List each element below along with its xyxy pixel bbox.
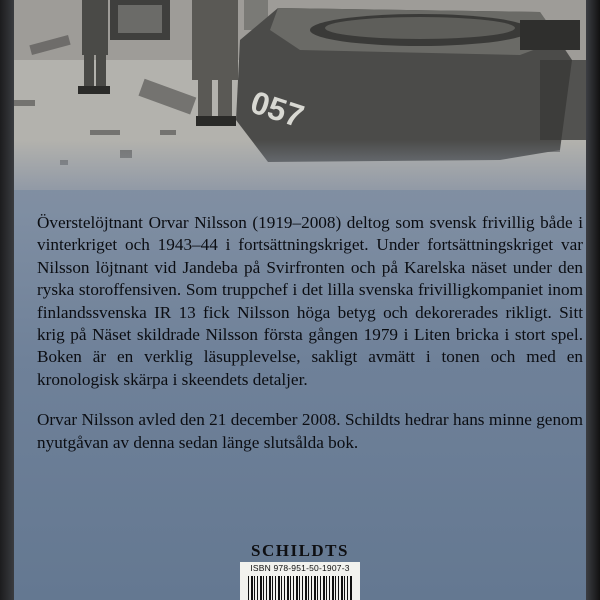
isbn-number: ISBN 978-951-50-1907-3 <box>250 563 350 573</box>
publisher-logo: SCHILDTS <box>251 541 349 560</box>
cover-blurb <box>37 212 583 472</box>
isbn-barcode-label <box>240 562 360 600</box>
blurb-paragraph-1: Överstelöjtnant Orvar Nilsson (1919–2008) deltog som svensk frivillig både i vinterkriget och 1943–44 i fortsättningskriget. Under fortsättningskriget var Nilsson löjtnant vid Jandeba på Svirfronten och på Karelska näset under den ryska storoffensiven. Som truppchef i det lilla svenska frivilligkompaniet inom finlandssvenska IR 13 fick Nilsson höga betyg och dekorerades rikligt. Sitt krig på Näset skildrade Nilsson första gången 1979 i Liten bricka i stort spel. Boken är en verklig läsupplevelse, sakligt avmätt i tonen och med en kronologisk skärpa i skeendets detaljer. <box>37 213 583 389</box>
book-edge-left <box>0 0 14 600</box>
blurb-paragraph-2: Orvar Nilsson avled den 21 december 2008. Schildts hedrar hans minne genom nyutgåvan av denna sedan länge slutsålda bok. <box>37 410 583 452</box>
photo-fade-overlay <box>0 140 600 190</box>
svg-text:057: 057 <box>246 83 309 135</box>
book-edge-right <box>586 0 600 600</box>
war-photo <box>0 0 600 190</box>
barcode-icon <box>248 576 352 600</box>
